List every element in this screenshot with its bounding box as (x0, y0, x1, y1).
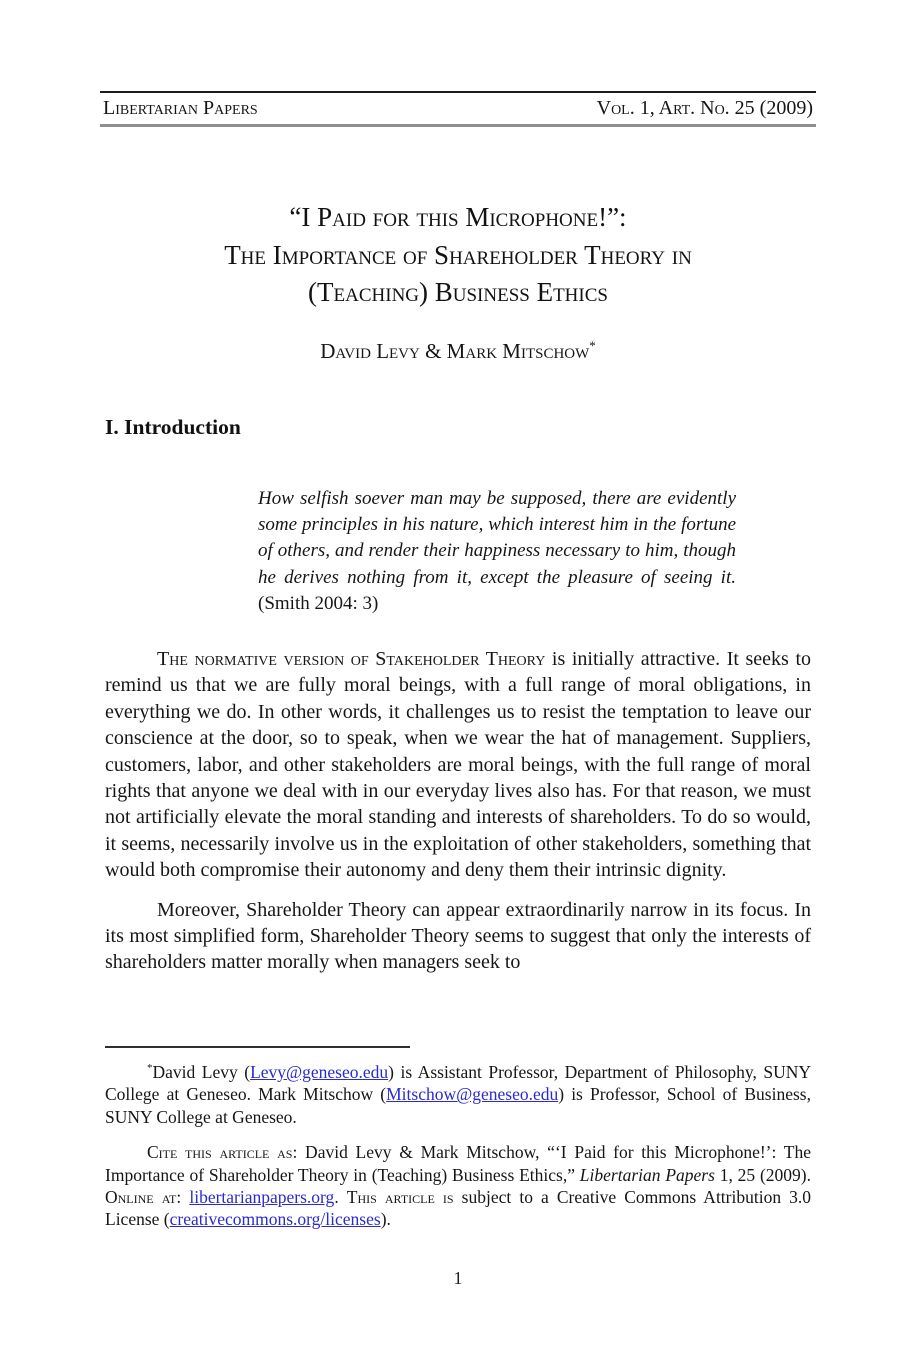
author-footnote-mark: * (589, 338, 596, 353)
paragraph-1-rest: is initially attractive. It seeks to remind us that we are fully moral beings, with a full range of moral obligations, in everything we do. In other words, it challenges us to resist the temptation to leave our conscience at the door, so to speak, when we wear the hat of management. Suppliers, customers, labor, and other stakeholders are moral beings, with the full range of moral rights that anyone we deal with in our everyday lives also has. For that reason, we must not artificially elevate the moral standing and interests of shareholders. To do so would, it seems, necessarily involve us in the exploitation of other stakeholders, something that would both compromise their autonomy and deny them their intrinsic dignity. (105, 648, 812, 882)
section-heading-introduction: I. Introduction (105, 415, 241, 439)
journal-name: Libertarian Papers (103, 97, 258, 119)
online-at-label: Online at: (105, 1187, 182, 1208)
footnote-2 (105, 1141, 811, 1231)
page-number: 1 (453, 1268, 463, 1288)
license-link-creativecommons[interactable]: creativecommons.org/licenses (169, 1209, 381, 1230)
volume-info: Vol. 1, Art. No. 25 (2009) (596, 97, 813, 119)
paragraph-1 (105, 646, 811, 884)
paragraph-2: Moreover, Shareholder Theory can appear extraordinarily narrow in its focus. In its most simplified form, Shareholder Theory seems to suggest that only the interests of shareholders matter morally when managers seek to (105, 898, 811, 974)
footnote-separator-rule (105, 1046, 410, 1048)
epigraph-citation: (Smith 2004: 3) (258, 592, 379, 614)
footnote-2-text: subject to a Creative Commons Attribution 3.0 License ( (105, 1187, 812, 1230)
footnote-1-text: David Levy ( (152, 1062, 251, 1082)
title-line-3: (Teaching) Business Ethics (308, 277, 608, 307)
running-header (100, 91, 816, 127)
epigraph-text: How selfish soever man may be supposed, there are evidently some principles in his nature, which interest him in the fortune of others, and render their happiness necessary to him, though he derives nothing from it, except the pleasure of seeing it. (258, 488, 736, 588)
body-text (105, 646, 811, 989)
paragraph-1-smallcaps-lead: The normative version of Stakeholder Theory (157, 648, 546, 670)
cite-as-label: Cite this article as: (147, 1142, 298, 1163)
footnote-2-text: ). (380, 1209, 391, 1230)
footnote-2-text: 1, 25 (2009). (714, 1164, 811, 1185)
footnote-1 (105, 1061, 811, 1128)
email-link-levy[interactable]: Levy@geneseo.edu (250, 1062, 389, 1082)
title-line-1: “I Paid for this Microphone!”: (289, 202, 627, 232)
website-link-libertarianpapers[interactable]: libertarianpapers.org (189, 1187, 335, 1208)
email-link-mitschow[interactable]: Mitschow@geneseo.edu (386, 1084, 559, 1105)
epigraph-quote (258, 486, 736, 617)
footnote-area (105, 1046, 811, 1231)
this-article-label: This article is (346, 1187, 454, 1208)
byline (100, 339, 816, 364)
article-title (100, 199, 816, 312)
author-names: David Levy & Mark Mitschow (320, 339, 590, 363)
title-line-2: The Importance of Shareholder Theory in (224, 239, 692, 270)
footnote-1-mark: * (147, 1062, 153, 1075)
footnote-2-text: David Levy & Mark Mitschow, “‘I Paid for this Microphone!’: The Importance of Shareholder Theory in (Teaching) Business Ethics,” (105, 1142, 811, 1185)
footnote-2-text: . (334, 1187, 347, 1208)
footnote-1-text: ) is Assistant Professor, Department of Philosophy, SUNY College at Geneseo. Mark Mitschow ( (105, 1062, 811, 1105)
footnote-1-text: ) is Professor, School of Business, SUNY College at Geneseo. (105, 1084, 811, 1127)
journal-title-italic: Libertarian Papers (579, 1164, 715, 1185)
